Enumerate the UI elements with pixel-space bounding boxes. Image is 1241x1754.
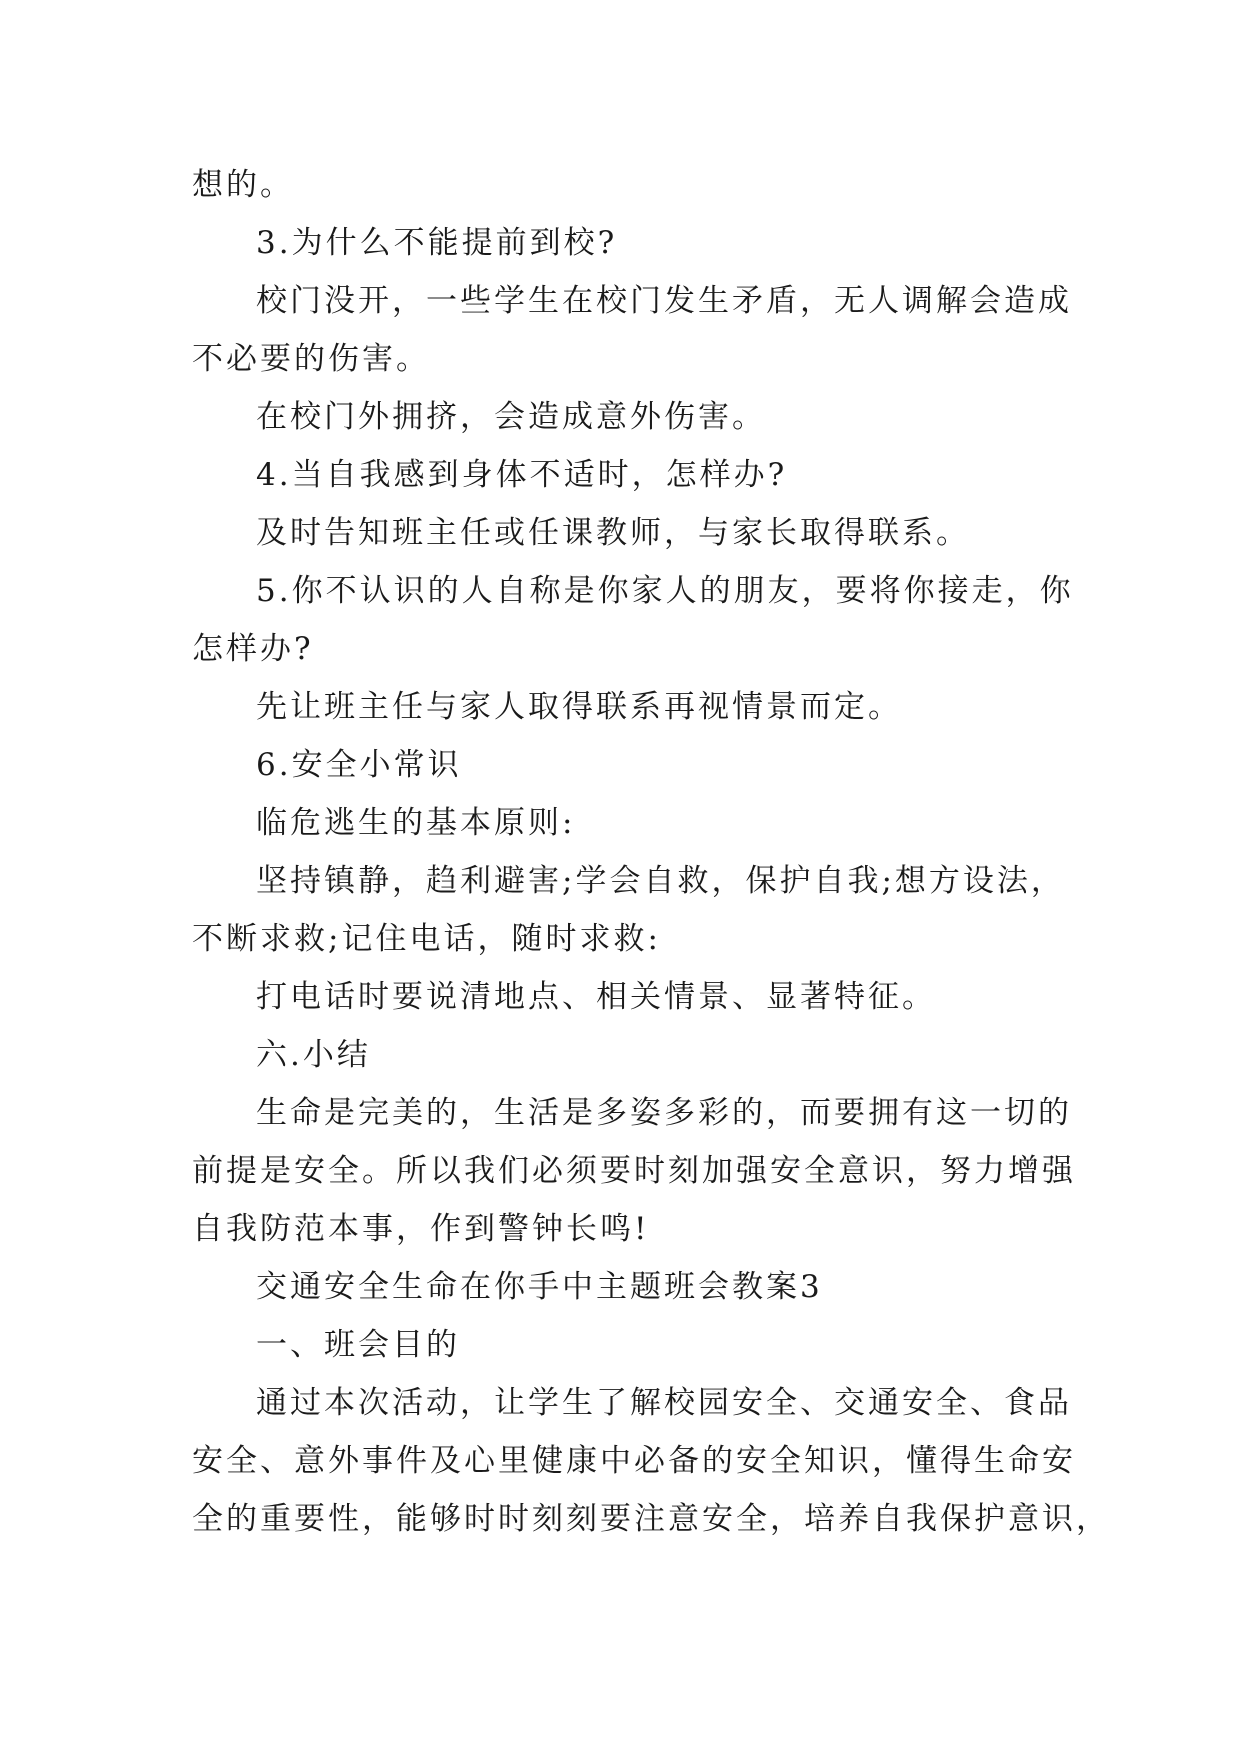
text-line: 自我防范本事，作到警钟长鸣! [192, 1211, 650, 1247]
text-line: 不断求救;记住电话，随时求救: [192, 921, 661, 957]
text-line: 全的重要性，能够时时刻刻要注意安全，培养自我保护意识， [192, 1501, 1110, 1537]
text-line: 怎样办? [192, 631, 314, 667]
text-line: 4.当自我感到身体不适时，怎样办? [256, 457, 788, 493]
text-line: 交通安全生命在你手中主题班会教案3 [256, 1269, 823, 1305]
text-line: 通过本次活动，让学生了解校园安全、交通安全、食品 [256, 1385, 1072, 1421]
text-line: 不必要的伤害。 [192, 341, 430, 377]
text-line: 打电话时要说清地点、相关情景、显著特征。 [256, 979, 936, 1015]
text-line: 前提是安全。所以我们必须要时刻加强安全意识，努力增强 [192, 1153, 1076, 1189]
text-line: 坚持镇静，趋利避害;学会自救，保护自我;想方设法， [256, 863, 1065, 899]
text-line: 5.你不认识的人自称是你家人的朋友，要将你接走，你 [256, 573, 1074, 609]
text-line: 想的。 [192, 167, 294, 203]
document-body [192, 156, 1110, 1548]
text-line: 6.安全小常识 [256, 747, 462, 783]
text-line: 生命是完美的，生活是多姿多彩的，而要拥有这一切的 [256, 1095, 1072, 1131]
text-line: 校门没开，一些学生在校门发生矛盾，无人调解会造成 [256, 283, 1072, 319]
text-line: 3.为什么不能提前到校? [256, 225, 618, 261]
text-line: 先让班主任与家人取得联系再视情景而定。 [256, 689, 902, 725]
text-line: 一、班会目的 [256, 1327, 460, 1363]
text-line: 临危逃生的基本原则: [256, 805, 576, 841]
text-line: 安全、意外事件及心里健康中必备的安全知识，懂得生命安 [192, 1443, 1076, 1479]
text-line: 六.小结 [256, 1037, 371, 1073]
text-line: 在校门外拥挤，会造成意外伤害。 [256, 399, 766, 435]
text-line: 及时告知班主任或任课教师，与家长取得联系。 [256, 515, 970, 551]
